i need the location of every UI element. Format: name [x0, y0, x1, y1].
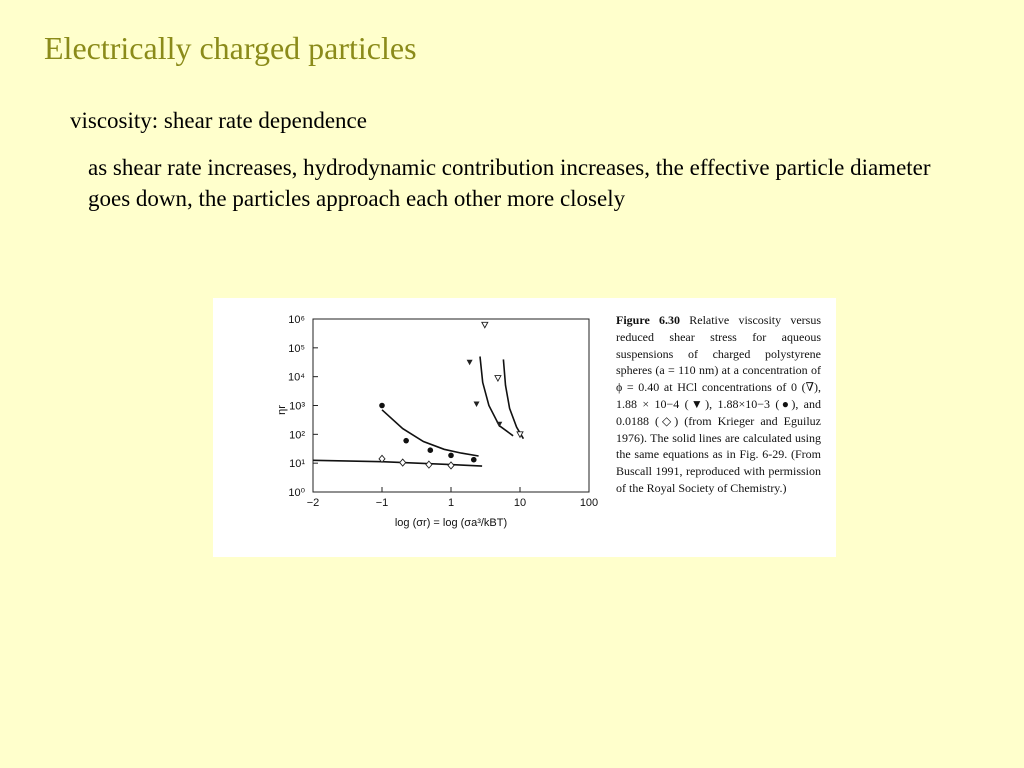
x-axis-label: log (σr) = log (σa³/kBT): [394, 517, 508, 529]
fit-curve: [503, 359, 523, 438]
x-tick-label: −2: [306, 497, 320, 509]
figure-image: [213, 298, 836, 557]
x-tick-label: 10: [513, 497, 527, 509]
y-tick-label: 10⁵: [288, 342, 305, 355]
y-tick-label: 10⁶: [288, 314, 305, 326]
x-tick-label: 100: [579, 497, 599, 509]
y-tick-label: 10³: [289, 400, 305, 413]
data-point-open-triangle: [495, 376, 501, 382]
viscosity-chart: [213, 298, 613, 557]
data-point-circle: [403, 438, 409, 444]
slide-title: Electrically charged particles: [44, 30, 417, 66]
y-axis-label: ηr: [276, 405, 288, 415]
y-tick-label: 10⁴: [288, 371, 305, 384]
caption-body: Relative viscosity versus reduced shear stress for aqueous suspensions of charged polystyrene spheres (a = 110 nm) at a concentration of ϕ = 0.40 at HCl concentrations of 0 (∇), 1.88 × 10−4 (▼), 1.88×10−3 (●), and 0.0188 (◇) (from Krieger and Eguiluz 1976). The solid lines are calculated using the same equations as in Fig. 6-29. (From Buscall 1991, reproduced with permission of the Royal Society of Chemistry.): [616, 313, 821, 495]
fit-curve: [313, 460, 482, 466]
data-point-circle: [471, 457, 477, 463]
y-tick-label: 10⁰: [288, 487, 305, 499]
data-point-circle: [428, 447, 434, 453]
x-tick-label: 1: [447, 497, 455, 509]
bullet-level1: viscosity: shear rate dependence: [70, 108, 367, 133]
data-point-circle: [379, 403, 385, 409]
bullet-level2: as shear rate increases, hydrodynamic contribution increases, the effective particle diameter goes down, the particles approach each other more closely: [88, 155, 931, 211]
data-point-diamond: [400, 459, 406, 466]
data-point-open-triangle: [482, 322, 488, 328]
y-tick-label: 10¹: [289, 458, 305, 471]
data-point-circle: [448, 453, 454, 459]
data-point-filled-triangle: [467, 360, 473, 366]
caption-head: Figure 6.30: [616, 313, 680, 327]
x-tick-label: −1: [375, 497, 389, 509]
data-point-filled-triangle: [474, 402, 480, 408]
data-point-diamond: [448, 462, 454, 469]
figure-caption: [616, 312, 821, 497]
data-point-diamond: [426, 461, 432, 468]
y-tick-label: 10²: [289, 429, 305, 442]
